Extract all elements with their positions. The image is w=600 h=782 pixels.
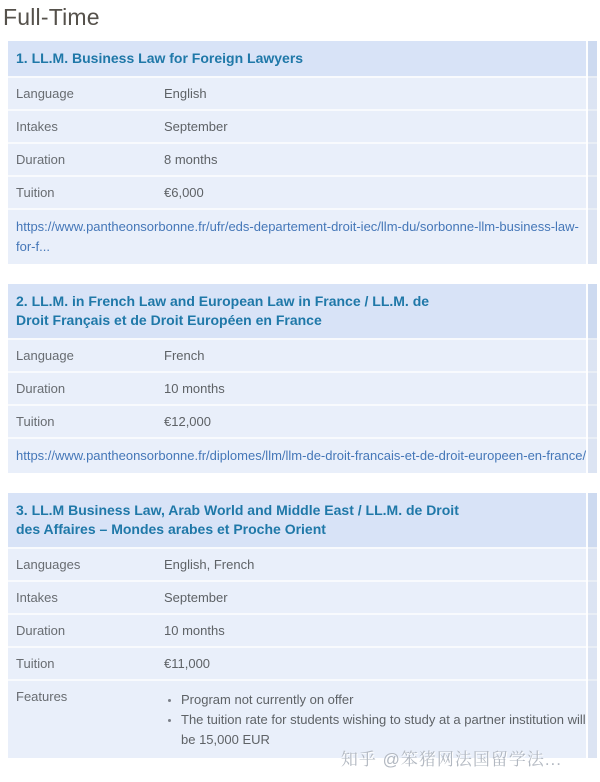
- table-row: [8, 338, 597, 371]
- row-label: Duration: [16, 151, 66, 167]
- table-row: [8, 613, 597, 646]
- row-label: Tuition: [16, 655, 55, 671]
- row-label: Language: [16, 85, 74, 101]
- table-row: [8, 142, 597, 175]
- row-value: €6,000: [164, 184, 204, 200]
- features-list: [164, 690, 589, 750]
- table-row: [8, 404, 597, 437]
- program-table: [8, 493, 597, 758]
- row-label: Language: [16, 347, 74, 363]
- program-link[interactable]: https://www.pantheonsorbonne.fr/ufr/eds-departement-droit-iec/llm-du/sorbonne-llm-business-law-for-f...: [16, 219, 579, 254]
- table-title: [8, 41, 597, 76]
- link-row: [8, 437, 597, 473]
- row-value: French: [164, 347, 205, 363]
- table-title-line: 3. LL.M Business Law, Arab World and Middle East / LL.M. de Droit: [16, 502, 459, 518]
- row-value: English: [164, 85, 207, 101]
- row-value: September: [164, 589, 228, 605]
- table-row: [8, 109, 597, 142]
- feature-item: • The tuition rate for students wishing to study at a partner institution will be 15,000 EUR: [181, 710, 589, 750]
- row-value: 10 months: [164, 622, 225, 638]
- row-value: [164, 690, 589, 750]
- row-label: Duration: [16, 380, 66, 396]
- row-label: Intakes: [16, 118, 58, 134]
- row-value: September: [164, 118, 228, 134]
- row-label: Tuition: [16, 413, 55, 429]
- row-value: €11,000: [164, 655, 211, 671]
- table-row: [8, 371, 597, 404]
- watermark: 知乎 @笨猪网法国留学法...: [340, 750, 562, 769]
- program-link[interactable]: https://www.pantheonsorbonne.fr/diplomes/llm/llm-de-droit-francais-et-de-droit-europeen-en-france/: [16, 448, 587, 463]
- table-title-line: Droit Français et de Droit Européen en France: [16, 312, 322, 328]
- program-table: [8, 41, 597, 264]
- table-title: [8, 493, 597, 547]
- page-title: Full-Time: [3, 4, 100, 30]
- row-value: 8 months: [164, 151, 218, 167]
- row-label: Duration: [16, 622, 66, 638]
- table-title-line: des Affaires – Mondes arabes et Proche Orient: [16, 521, 326, 537]
- table-title-line: 2. LL.M. in French Law and European Law in France / LL.M. de: [16, 293, 430, 309]
- row-label: Languages: [16, 556, 81, 572]
- table-title-line: 1. LL.M. Business Law for Foreign Lawyers: [16, 50, 304, 66]
- row-value: 10 months: [164, 380, 225, 396]
- table-row: [8, 646, 597, 679]
- row-label: Features: [16, 688, 68, 704]
- table-row: [8, 547, 597, 580]
- program-table: [8, 284, 597, 473]
- table-row: [8, 175, 597, 208]
- table-row: [8, 580, 597, 613]
- feature-item: • Program not currently on offer: [181, 690, 589, 710]
- table-row: [8, 76, 597, 109]
- link-row: [8, 208, 597, 264]
- row-value: English, French: [164, 556, 255, 572]
- row-label: Intakes: [16, 589, 58, 605]
- tables-container: [3, 41, 597, 758]
- row-label: Tuition: [16, 184, 55, 200]
- row-value: €12,000: [164, 413, 211, 429]
- table-title: [8, 284, 597, 338]
